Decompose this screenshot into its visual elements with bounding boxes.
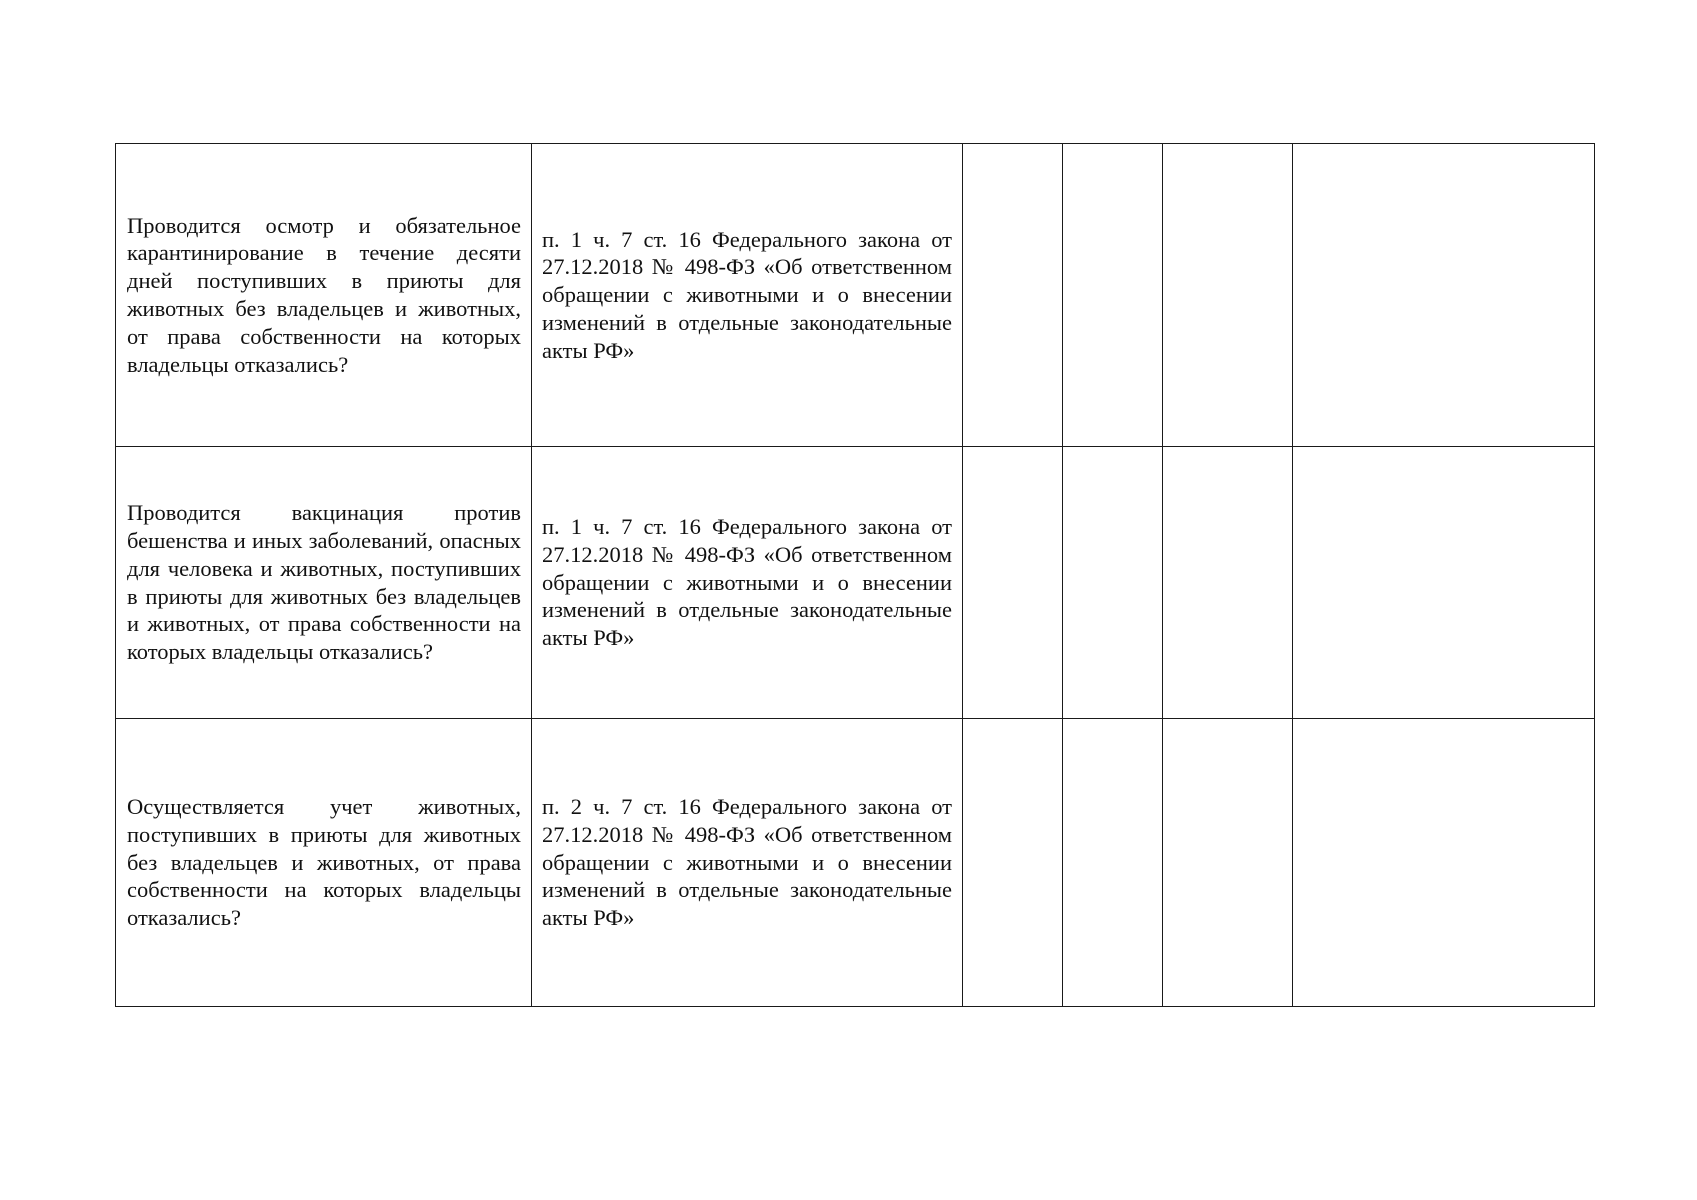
law-reference-text: п. 2 ч. 7 ст. 16 Федерального закона от 27.12.2018 № 498-ФЗ «Об ответственном обращении с животными и о внесении изменений в отдельные законодательные акты РФ» bbox=[542, 794, 952, 931]
checklist-table bbox=[115, 143, 1595, 1007]
answer-cell-3 bbox=[1163, 144, 1293, 447]
note-cell bbox=[1293, 447, 1595, 719]
question-text: Осуществляется учет животных, поступивших в приюты для животных без владельцев и животных, от права собственности на которых владельцы отказались? bbox=[127, 794, 521, 931]
answer-cell-3 bbox=[1163, 447, 1293, 719]
table-row bbox=[116, 447, 1595, 719]
law-reference-cell bbox=[532, 447, 963, 719]
law-reference-text: п. 1 ч. 7 ст. 16 Федерального закона от 27.12.2018 № 498-ФЗ «Об ответственном обращении с животными и о внесении изменений в отдельные законодательные акты РФ» bbox=[542, 514, 952, 651]
note-cell bbox=[1293, 719, 1595, 1007]
answer-cell-3 bbox=[1163, 719, 1293, 1007]
question-text: Проводится вакцинация против бешенства и иных заболеваний, опасных для человека и животных, поступивших в приюты для животных без владельцев и животных, от права собственности на которых владельцы отказались? bbox=[127, 500, 521, 665]
note-cell bbox=[1293, 144, 1595, 447]
question-cell bbox=[116, 144, 532, 447]
law-reference-cell bbox=[532, 719, 963, 1007]
question-text: Проводится осмотр и обязательное карантинирование в течение десяти дней поступивших в приюты для животных без владельцев и животных, от права собственности на которых владельцы отказались? bbox=[127, 212, 521, 377]
law-reference-cell bbox=[532, 144, 963, 447]
table-row bbox=[116, 719, 1595, 1007]
answer-cell-1 bbox=[963, 144, 1063, 447]
question-cell bbox=[116, 447, 532, 719]
law-reference-text: п. 1 ч. 7 ст. 16 Федерального закона от 27.12.2018 № 498-ФЗ «Об ответственном обращении с животными и о внесении изменений в отдельные законодательные акты РФ» bbox=[542, 226, 952, 363]
answer-cell-2 bbox=[1063, 719, 1163, 1007]
answer-cell-2 bbox=[1063, 447, 1163, 719]
answer-cell-2 bbox=[1063, 144, 1163, 447]
answer-cell-1 bbox=[963, 719, 1063, 1007]
question-cell bbox=[116, 719, 532, 1007]
answer-cell-1 bbox=[963, 447, 1063, 719]
table-row bbox=[116, 144, 1595, 447]
